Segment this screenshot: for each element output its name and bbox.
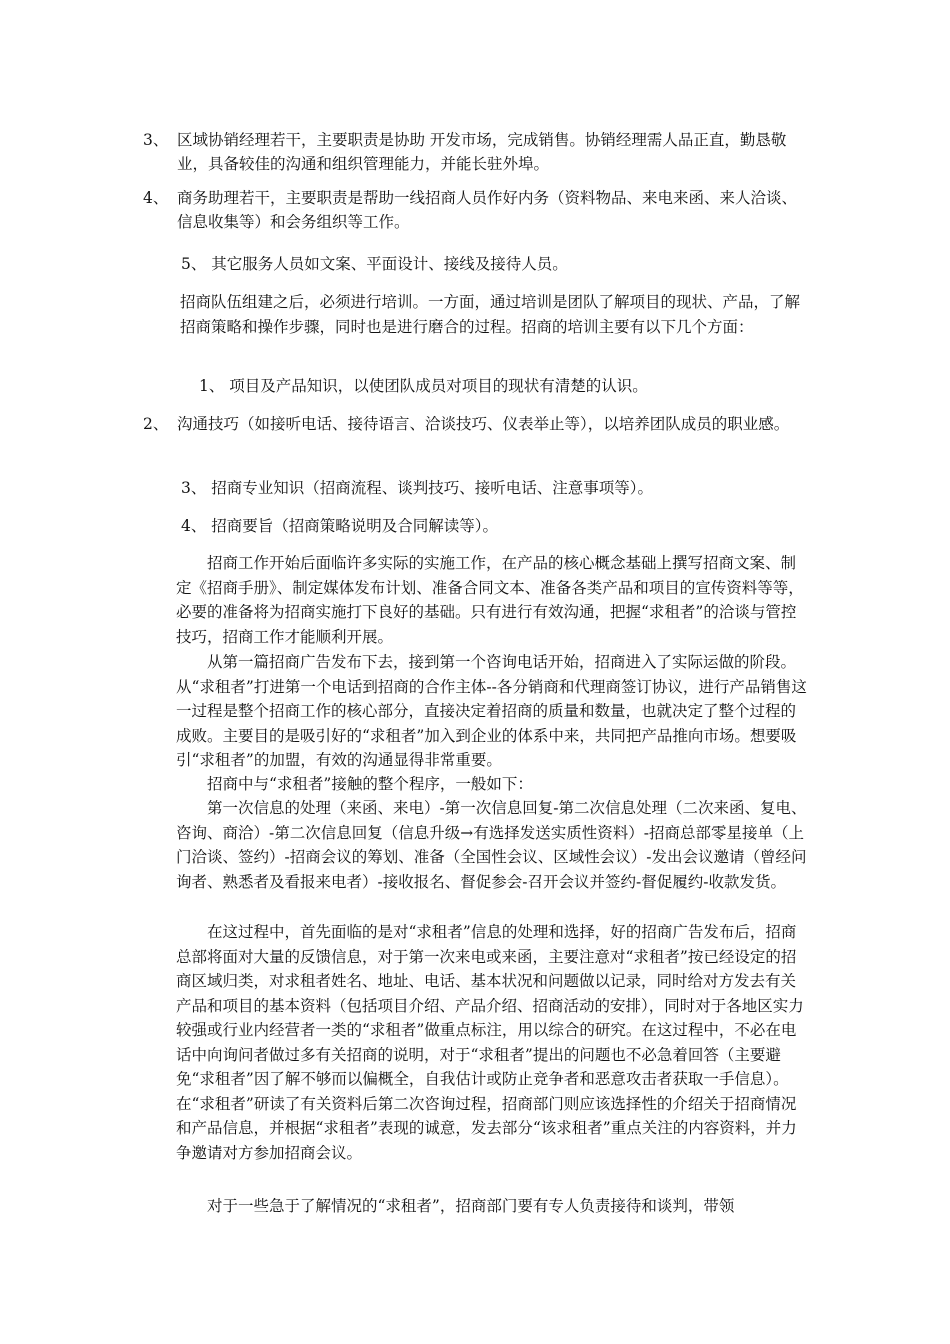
paragraph-text: 招商队伍组建之后，必须进行培训。一方面，通过培训是团队了解项目的现状、产品，了解招商策略和操作步骤，同时也是进行磨合的过程。招商的培训主要有以下几个方面：: [180, 293, 801, 336]
paragraph-1: 招商工作开始后面临许多实际的实施工作，在产品的核心概念基础上撰写招商文案、制定《招商手册》、制定媒体发布计划、准备合同文本、准备各类产品和项目的宣传资料等等，必要的准备将为招商实施打下良好的基础。只有进行有效沟通，把握“求租者”的洽谈与管控技巧，招商工作才能顺利开展。: [176, 554, 804, 646]
training-item-3: [181, 476, 811, 500]
paragraph-5: 在这过程中，首先面临的是对“求租者”信息的处理和选择，好的招商广告发布后，招商总部将面对大量的反馈信息，对于第一次来电或来函，主要注意对“求租者”按已经设定的招商区域归类，对求租者姓名、地址、电话、基本状况和问题做以记录，同时给对方发去有关产品和项目的基本资料（包括项目介绍、产品介绍、招商活动的安排），同时对于各地区实力较强或行业内经营者一类的“求租者”做重点标注，用以综合的研究。在这过程中，不必在电话中向询问者做过多有关招商的说明，对于“求租者”提出的问题也不必急着回答（主要避免“求租者”因了解不够而以偏概全，自我估计或防止竞争者和恶意攻击者获取一手信息）。在“求租者”研读了有关资料后第二次咨询过程，招商部门则应该选择性的介绍关于招商情况和产品信息，并根据“求租者”表现的诚意，发去部分“该求租者”重点关注的内容资料，并力争邀请对方参加招商会议。: [176, 923, 804, 1162]
training-item-1: [199, 374, 809, 398]
list-text: 1、 项目及产品知识，以使团队成员对项目的现状有清楚的认识。: [199, 377, 648, 395]
paragraph-2: 从第一篇招商广告发布下去，接到第一个咨询电话开始，招商进入了实际运做的阶段。从“求租者”打进第一个电话到招商的合作主体--各分销商和代理商签订协议，进行产品销售这一过程是整个招商工作的核心部分，直接决定着招商的质量和数量，也就决定了整个过程的成败。主要目的是吸引好的“求租者”加入到企业的体系中来，共同把产品推向市场。想要吸引“求租者”的加盟，有效的沟通显得非常重要。: [176, 653, 807, 769]
list-text: 3、 招商专业知识（招商流程、谈判技巧、接听电话、注意事项等）。: [181, 479, 654, 497]
list-text: 区域协销经理若干，主要职责是协助 开发市场，完成销售。协销经理需人品正直，勤恳敬业，具备较佳的沟通和组织管理能力，并能长驻外埠。: [177, 131, 787, 173]
training-intro-paragraph: [180, 290, 812, 339]
list-text: 4、 招商要旨（招商策略说明及合同解读等）。: [181, 517, 499, 535]
list-item-4: [143, 186, 813, 234]
training-item-4: [181, 514, 811, 538]
list-text: 商务助理若干，主要职责是帮助一线招商人员作好内务（资料物品、来电来函、来人洽谈、信息收集等）和会务组织等工作。: [177, 189, 798, 231]
list-item-3: [143, 128, 813, 176]
list-number: 4、: [143, 189, 169, 207]
list-number: 3、: [143, 131, 169, 149]
paragraph-6: 对于一些急于了解情况的“求租者”，招商部门要有专人负责接待和谈判，带领: [207, 1197, 735, 1215]
list-item-5: [181, 252, 811, 276]
list-text: 5、 其它服务人员如文案、平面设计、接线及接待人员。: [181, 255, 568, 273]
list-text: 沟通技巧（如接听电话、接待语言、洽谈技巧、仪表举止等），以培养团队成员的职业感。: [177, 415, 790, 433]
paragraph-3: 招商中与“求租者”接触的整个程序，一般如下：: [207, 775, 533, 793]
list-number: 2、: [143, 415, 169, 433]
paragraph-4: 第一次信息的处理（来函、来电）-第一次信息回复-第二次信息处理（二次来函、复电、咨询、商洽）-第二次信息回复（信息升级→有选择发送实质性资料）-招商总部零星接单（上门洽谈、签约）-招商会议的筹划、准备（全国性会议、区域性会议）-发出会议邀请（曾经问询者、熟悉者及看报来电者）-接收报名、督促参会-召开会议并签约-督促履约-收款发货。: [176, 799, 807, 891]
training-item-2: [143, 412, 813, 460]
